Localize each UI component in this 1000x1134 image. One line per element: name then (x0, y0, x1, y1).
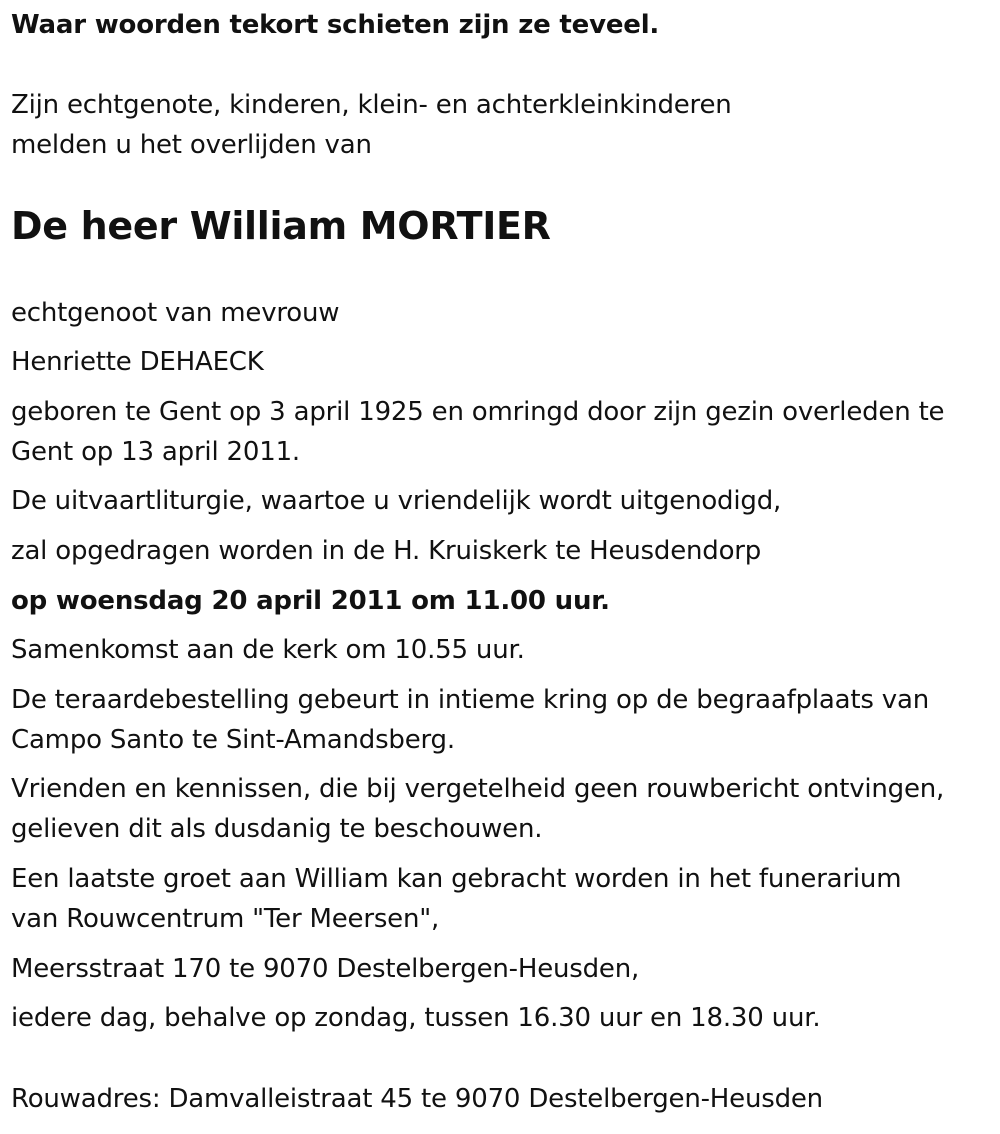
mourning-address: Rouwadres: Damvalleistraat 45 te 9070 Destelbergen-Heusden (11, 1084, 823, 1114)
spouse-label: echtgenoot van mevrouw (11, 298, 340, 328)
birth-death-line-2: Gent op 13 april 2011. (11, 437, 300, 467)
motto: Waar woorden tekort schieten zijn ze teveel. (11, 10, 660, 40)
friends-note-line-2: gelieven dit als dusdanig te beschouwen. (11, 814, 543, 844)
deceased-name: De heer William MORTIER (11, 204, 551, 248)
funerarium-address: Meersstraat 170 te 9070 Destelbergen-Heusden, (11, 954, 640, 984)
intro-line-1: Zijn echtgenote, kinderen, klein- en achterkleinkinderen (11, 90, 732, 120)
gathering: Samenkomst aan de kerk om 10.55 uur. (11, 635, 525, 665)
liturgy-invite: De uitvaartliturgie, waartoe u vriendelijk wordt uitgenodigd, (11, 486, 782, 516)
burial-line-2: Campo Santo te Sint-Amandsberg. (11, 725, 455, 755)
spouse-name: Henriette DEHAECK (11, 347, 264, 377)
visiting-hours: iedere dag, behalve op zondag, tussen 16.30 uur en 18.30 uur. (11, 1003, 821, 1033)
intro-line-2: melden u het overlijden van (11, 130, 372, 160)
burial-line-1: De teraardebestelling gebeurt in intieme kring op de begraafplaats van (11, 685, 929, 715)
birth-death-line-1: geboren te Gent op 3 april 1925 en omringd door zijn gezin overleden te (11, 397, 945, 427)
farewell-line-1: Een laatste groet aan William kan gebracht worden in het funerarium (11, 864, 902, 894)
farewell-line-2: van Rouwcentrum "Ter Meersen", (11, 904, 440, 934)
liturgy-location: zal opgedragen worden in de H. Kruiskerk te Heusdendorp (11, 536, 762, 566)
friends-note-line-1: Vrienden en kennissen, die bij vergetelheid geen rouwbericht ontvingen, (11, 774, 945, 804)
liturgy-datetime: op woensdag 20 april 2011 om 11.00 uur. (11, 586, 610, 616)
